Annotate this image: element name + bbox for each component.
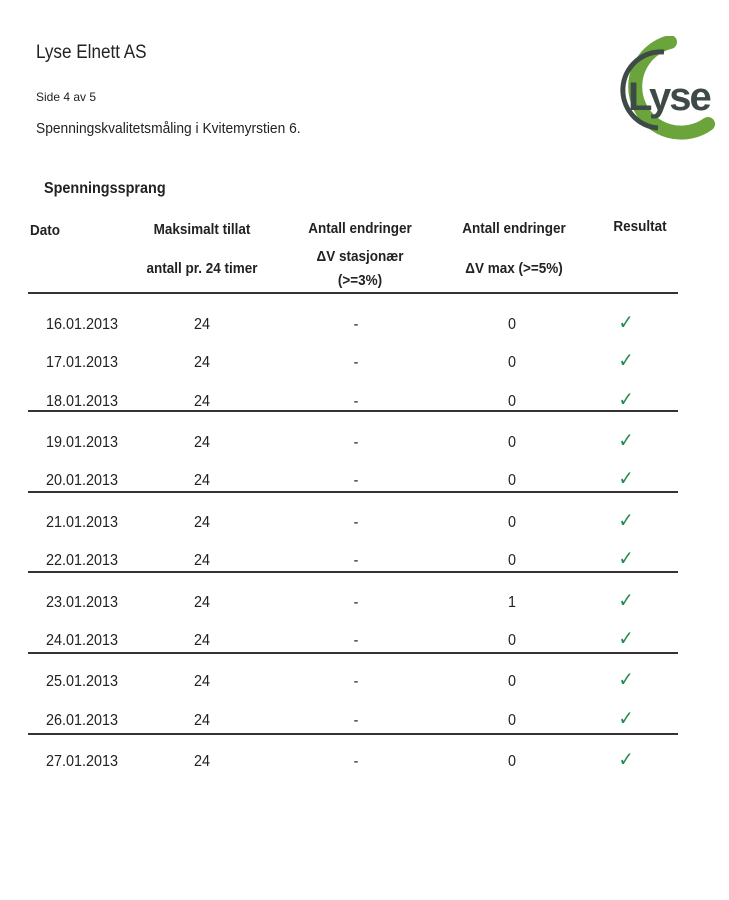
max-change-cell: 0 — [507, 753, 517, 770]
stationary-cell: - — [353, 472, 359, 489]
max-allowed-cell: 24 — [193, 514, 211, 531]
stationary-cell: - — [353, 354, 359, 371]
check-icon: ✓ — [618, 749, 634, 771]
max-allowed-cell: 24 — [193, 472, 211, 489]
check-icon: ✓ — [618, 510, 634, 532]
stationary-cell: - — [353, 514, 359, 531]
table-row — [0, 708, 729, 736]
stationary-cell: - — [353, 316, 359, 333]
document-subject: Spenningskvalitetsmåling i Kvitemyrstien 6. — [36, 120, 301, 137]
check-icon: ✓ — [618, 389, 634, 411]
max-change-cell: 1 — [507, 594, 517, 611]
logo-text: Lyse — [628, 75, 710, 119]
stationary-cell: - — [353, 712, 359, 729]
col-max-allowed-header: Maksimalt tillat — [153, 221, 251, 238]
col-stationary-threshold: (>=3%) — [337, 272, 383, 289]
stationary-cell: - — [353, 673, 359, 690]
date-cell: 26.01.2013 — [46, 712, 119, 729]
date-cell: 17.01.2013 — [46, 354, 119, 371]
page-number: Side 4 av 5 — [36, 90, 97, 104]
col-result-header: Resultat — [613, 218, 667, 235]
date-cell: 21.01.2013 — [46, 514, 119, 531]
table-row — [0, 312, 729, 340]
col-date-header: Dato — [30, 222, 61, 239]
table-row — [0, 628, 729, 656]
max-allowed-cell: 24 — [193, 594, 211, 611]
col-stationary-header: Antall endringer — [308, 220, 412, 237]
check-icon: ✓ — [618, 590, 634, 612]
col-max-allowed-subheader: antall pr. 24 timer — [146, 260, 258, 277]
date-cell: 22.01.2013 — [46, 552, 119, 569]
max-allowed-cell: 24 — [193, 316, 211, 333]
table-row — [0, 468, 729, 496]
table-row — [0, 590, 729, 618]
max-change-cell: 0 — [507, 393, 517, 410]
date-cell: 19.01.2013 — [46, 434, 119, 451]
lyse-logo — [618, 36, 722, 146]
stationary-cell: - — [353, 434, 359, 451]
col-max-change-subheader: ΔV max (>=5%) — [465, 260, 563, 277]
max-allowed-cell: 24 — [193, 712, 211, 729]
check-icon: ✓ — [618, 628, 634, 650]
table-row — [0, 350, 729, 378]
max-change-cell: 0 — [507, 632, 517, 649]
max-allowed-cell: 24 — [193, 673, 211, 690]
max-change-cell: 0 — [507, 434, 517, 451]
max-change-cell: 0 — [507, 514, 517, 531]
date-cell: 16.01.2013 — [46, 316, 119, 333]
stationary-cell: - — [353, 594, 359, 611]
date-cell: 24.01.2013 — [46, 632, 119, 649]
date-cell: 27.01.2013 — [46, 753, 119, 770]
stationary-cell: - — [353, 632, 359, 649]
col-max-change-header: Antall endringer — [462, 220, 566, 237]
max-allowed-cell: 24 — [193, 354, 211, 371]
max-change-cell: 0 — [507, 712, 517, 729]
table-row — [0, 510, 729, 538]
date-cell: 20.01.2013 — [46, 472, 119, 489]
table-row — [0, 430, 729, 458]
table-row — [0, 389, 729, 417]
table-row — [0, 749, 729, 777]
stationary-cell: - — [353, 393, 359, 410]
max-allowed-cell: 24 — [193, 434, 211, 451]
date-cell: 23.01.2013 — [46, 594, 119, 611]
max-allowed-cell: 24 — [193, 753, 211, 770]
check-icon: ✓ — [618, 708, 634, 730]
section-title: Spenningssprang — [44, 180, 166, 197]
date-cell: 25.01.2013 — [46, 673, 119, 690]
date-cell: 18.01.2013 — [46, 393, 119, 410]
max-allowed-cell: 24 — [193, 632, 211, 649]
max-change-cell: 0 — [507, 354, 517, 371]
company-name: Lyse Elnett AS — [36, 42, 147, 63]
max-change-cell: 0 — [507, 673, 517, 690]
table-row — [0, 548, 729, 576]
check-icon: ✓ — [618, 430, 634, 452]
max-allowed-cell: 24 — [193, 393, 211, 410]
max-change-cell: 0 — [507, 552, 517, 569]
col-stationary-subheader: ΔV stasjonær — [316, 248, 404, 265]
stationary-cell: - — [353, 753, 359, 770]
table-row — [0, 669, 729, 697]
check-icon: ✓ — [618, 468, 634, 490]
max-allowed-cell: 24 — [193, 552, 211, 569]
stationary-cell: - — [353, 552, 359, 569]
check-icon: ✓ — [618, 548, 634, 570]
check-icon: ✓ — [618, 669, 634, 691]
table-divider — [28, 292, 678, 294]
max-change-cell: 0 — [507, 472, 517, 489]
check-icon: ✓ — [618, 312, 634, 334]
max-change-cell: 0 — [507, 316, 517, 333]
check-icon: ✓ — [618, 350, 634, 372]
